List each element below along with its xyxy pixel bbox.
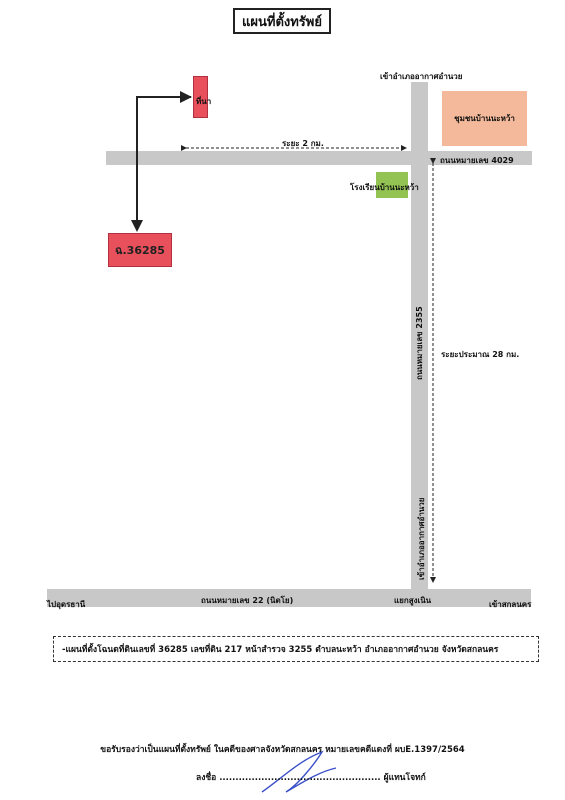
target-plot-label: ที่นา: [196, 97, 212, 106]
distance-28km-label: ระยะประมาณ 28 กม.: [441, 350, 520, 359]
road-22-label: ถนนหมายเลข 22 (นิตโย): [201, 596, 294, 605]
signature-row: [196, 770, 426, 784]
to-udon-label: ไปอุดรธานี: [47, 600, 86, 609]
to-district-top-label: เข้าอำเภออากาศอำนวย: [380, 72, 463, 81]
signature-prefix: ลงชื่อ: [196, 773, 217, 783]
road-4029-label: ถนนหมายเลข 4029: [440, 156, 514, 165]
map-title: แผนที่ตั้งทรัพย์: [233, 8, 331, 34]
community-label: ชุมชนบ้านนะหว้า: [454, 114, 515, 123]
to-sakon-label: เข้าสกลนคร: [489, 600, 532, 609]
signature-dots: ..................................................: [219, 773, 381, 783]
deed-note-text: -แผนที่ตั้งโฉนดที่ดินเลขที่ 36285 เลขที่ดิน 217 หน้าสำรวจ 3255 ตำบลนะหว้า อำเภออากาศอำนวย จังหวัดสกลนคร: [62, 645, 499, 655]
deed-note-box: [53, 636, 539, 662]
junction-label: แยกสูงเนิน: [394, 596, 432, 605]
school-label: โรงเรียนบ้านนะหว้า: [350, 183, 419, 192]
distance-2km-label: ระยะ 2 กม.: [282, 139, 324, 148]
road-2355-label: ถนนหมายเลข 2355: [415, 306, 424, 380]
plot-route-line: [137, 97, 191, 230]
signature-role: ผู้แทนโจทก์: [383, 773, 426, 783]
certification-text: ขอรับรองว่าเป็นแผนที่ตั้งทรัพย์ ในคดีของศาลจังหวัดสกลนคร หมายเลขคดีแดงที่ ผบE.1397/2564: [100, 745, 465, 755]
to-district-vertical-label: เข้าอำเภออากาศอำนวย: [417, 497, 426, 580]
deed-number: ฉ.36285: [115, 244, 165, 257]
